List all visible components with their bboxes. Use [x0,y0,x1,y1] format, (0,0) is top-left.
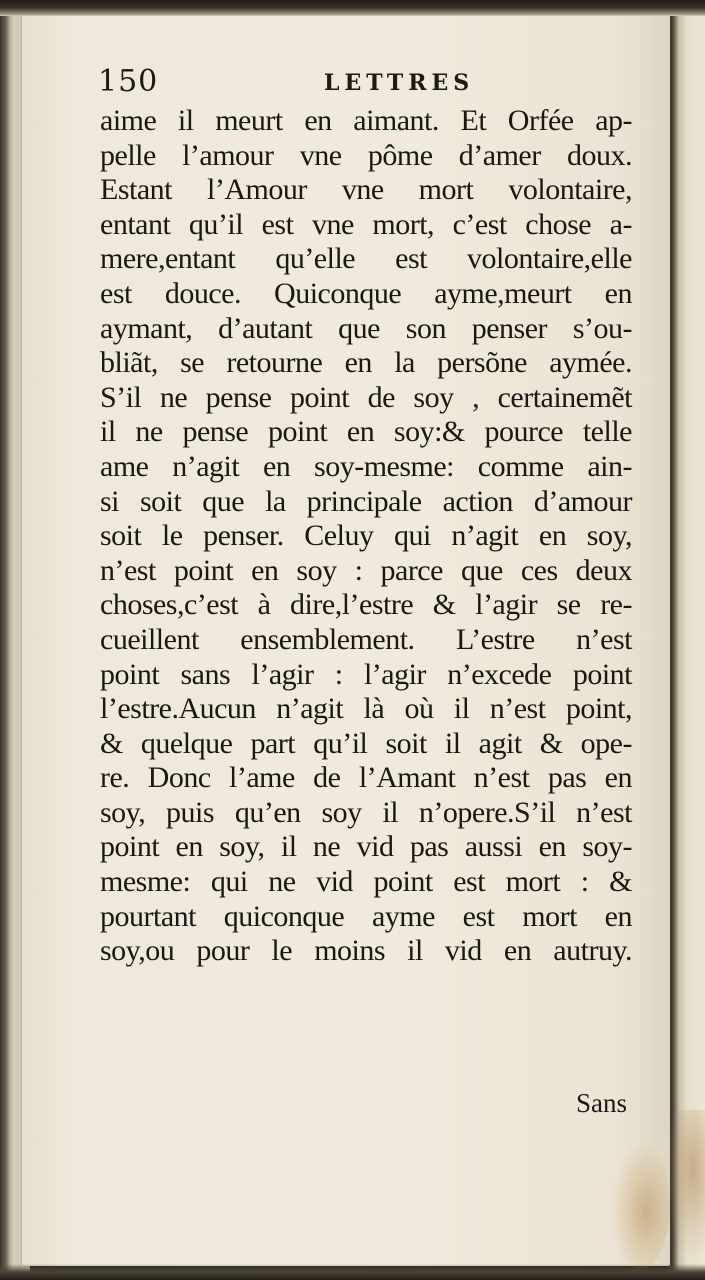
text-line: pourtant quiconque ayme est mort en [100,899,632,933]
text-line: bliãt, se retourne en la persõne aymée. [100,346,632,380]
running-head: LETTRES [324,70,475,96]
bottom-edge [0,1264,705,1280]
text-line: il ne pense point en soy:& pource telle [100,415,632,449]
text-line: & quelque part qu’il soit il agit & ope- [100,726,632,760]
text-line: aime il meurt en aimant. Et Orfée ap- [100,104,632,137]
text-line: est douce. Quiconque ayme,meurt en [100,276,632,310]
text-line: soit le penser. Celuy qui n’agit en soy, [100,519,632,553]
text-line: re. Donc l’ame de l’Amant n’est pas en [100,761,632,795]
text-line: mesme: qui ne vid point est mort : & [100,865,632,899]
text-line: point en soy, il ne vid pas aussi en soy- [100,830,632,864]
facing-page-strip [665,0,705,1280]
page-number: 150 [98,64,159,99]
catchword: Sans [576,1088,628,1118]
text-line: soy,ou pour le moins il vid en autruy. [100,934,632,968]
top-edge [0,0,705,16]
text-line: mere,entant qu’elle est volontaire,elle [100,242,632,276]
text-line: point sans l’agir : l’agir n’excede point [100,657,632,691]
text-line: Estant l’Amour vne mort volontaire, [100,173,632,207]
text-line: n’est point en soy : parce que ces deux [100,553,632,587]
text-line: aymant, d’autant que son penser s’ou- [100,311,632,345]
text-line: l’estre.Aucun n’agit là où il n’est point, [100,692,632,726]
text-line: choses,c’est à dire,l’estre & l’agir se re- [100,588,632,622]
water-stain [610,1140,670,1270]
page-header [98,64,628,108]
foxing-stain [665,1110,705,1260]
text-block [100,104,632,969]
text-line: cueillent ensemblement. L’estre n’est [100,622,632,656]
text-line: ame n’agit en soy-mesme: comme ain- [100,449,632,483]
text-line: entant qu’il est vne mort, c’est chose a- [100,207,632,241]
text-line: si soit que la principale action d’amour [100,484,632,518]
text-line: pelle l’amour vne pôme d’amer doux. [100,138,632,172]
text-line: soy, puis qu’en soy il n’opere.S’il n’est [100,795,632,829]
text-line: S’il ne pense point de soy , certainemẽt [100,380,632,414]
